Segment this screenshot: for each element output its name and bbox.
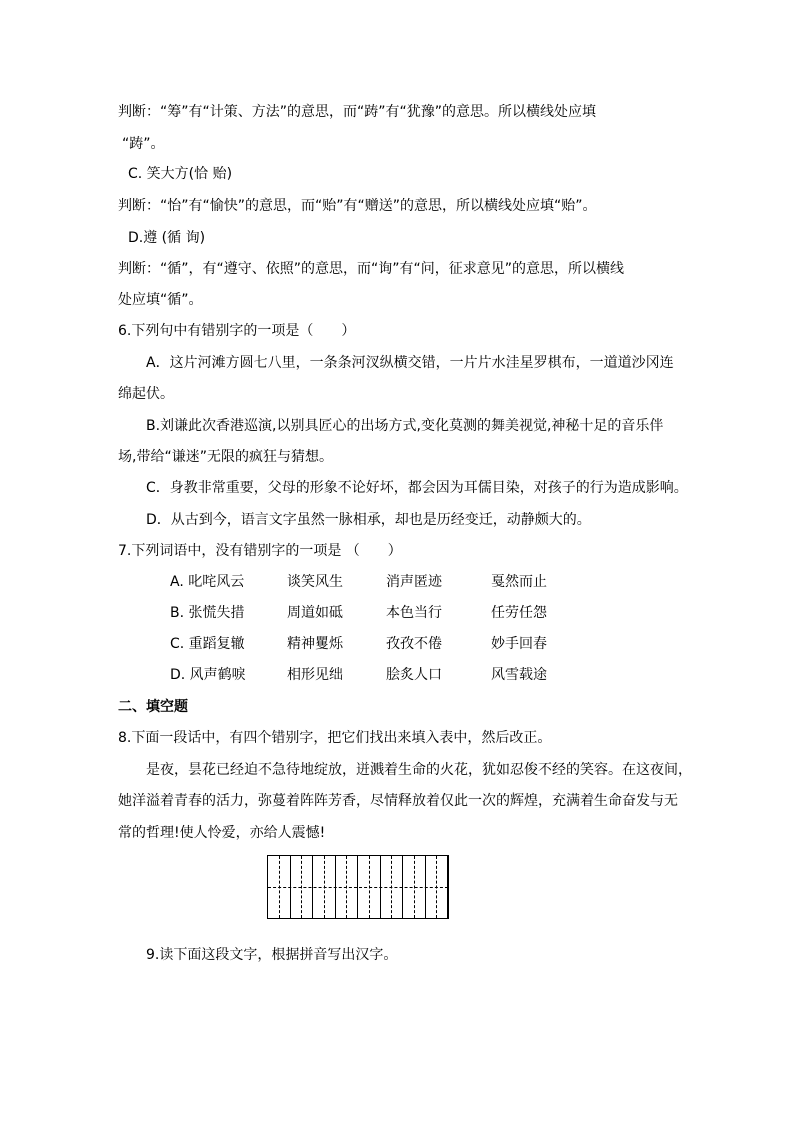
q7-cell: D. 风声鹤唳 [170, 667, 246, 683]
q8-passage-line1: 是夜，昙花已经迫不急待地绽放，迸溅着生命的火花，犹如忍俊不经的笑容。在这夜间， [146, 762, 692, 778]
q7-cell: 消声匿迹 [386, 574, 442, 590]
q6-option-a-line1: A．这片河滩方圆七八里，一条条河汊纵横交错，一片片水洼星罗棋布，一道道沙冈连 [146, 355, 674, 371]
q7-cell: A. 叱咤风云 [170, 574, 245, 590]
q9-stem: 9.读下面这段文字，根据拼音写出汉字。 [146, 947, 398, 963]
q7-cell: 谈笑风生 [287, 574, 343, 590]
q5-c-judgement: 判断：“怡”有“愉快”的意思，而“贻”有“赠送”的意思，所以横线处应填“贻”。 [118, 198, 597, 214]
q7-stem: 7.下列词语中，没有错别字的一项是 （ ） [118, 543, 402, 559]
q7-cell: 妙手回春 [491, 636, 547, 652]
grid-midline [268, 887, 448, 888]
q6-stem: 6.下列句中有错别字的一项是（ ） [118, 323, 356, 339]
q5-d-judgement-line1: 判断：“循”，有“遵守、依照”的意思，而“询”有“问，征求意见”的意思，所以横线 [118, 261, 625, 277]
q7-cell: 风雪载途 [491, 667, 547, 683]
q5-option-d: D.遵 (循 询) [128, 230, 206, 246]
q7-cell: 精神矍烁 [287, 636, 343, 652]
q8-passage-line3: 常的哲理!使人怜爱，亦给人震憾! [118, 825, 326, 841]
section-heading-fill-in: 二、填空题 [118, 699, 188, 715]
q6-option-b-line1: B.刘谦此次香港巡演,以别具匠心的出场方式,变化莫测的舞美视觉,神秘十足的音乐伴 [146, 418, 664, 434]
q7-cell: 本色当行 [386, 605, 442, 621]
q7-cell: C. 重蹈复辙 [170, 636, 245, 652]
q8-stem: 8.下面一段话中，有四个错别字，把它们找出来填入表中，然后改正。 [118, 730, 552, 746]
answer-grid[interactable] [267, 855, 449, 919]
q6-option-d: D．从古到今，语言文字虽然一脉相承，却也是历经变迁，动静颇大的。 [146, 512, 591, 528]
q6-option-a-line2: 绵起伏。 [118, 386, 174, 402]
q6-option-c: C．身教非常重要，父母的形象不论好坏，都会因为耳儒目染，对孩子的行为造成影响。 [146, 480, 688, 496]
q7-cell: 脍炙人口 [386, 667, 442, 683]
q6-option-b-line2: 场,带给“谦迷”无限的疯狂与猜想。 [118, 449, 333, 465]
q7-cell: 戛然而止 [491, 574, 547, 590]
q7-cell: 任劳任怨 [491, 605, 547, 621]
q5-d-judgement-line2: 处应填“循”。 [118, 292, 203, 308]
q5-option-c: C. 笑大方(恰 贻) [128, 166, 233, 182]
q8-passage-line2: 她洋溢着青春的活力，弥蔓着阵阵芳香，尽情释放着仅此一次的辉煌，充满着生命奋发与无 [118, 793, 678, 809]
q7-cell: 周道如砥 [287, 605, 343, 621]
q7-cell: 相形见绌 [287, 667, 343, 683]
q7-cell: 孜孜不倦 [386, 636, 442, 652]
q5-b-judgement-line2: “踌”。 [122, 136, 165, 152]
q5-b-judgement-line1: 判断：“筹”有“计策、方法”的意思，而“踌”有“犹豫”的意思。所以横线处应填 [118, 104, 597, 120]
q7-cell: B. 张慌失措 [170, 605, 245, 621]
